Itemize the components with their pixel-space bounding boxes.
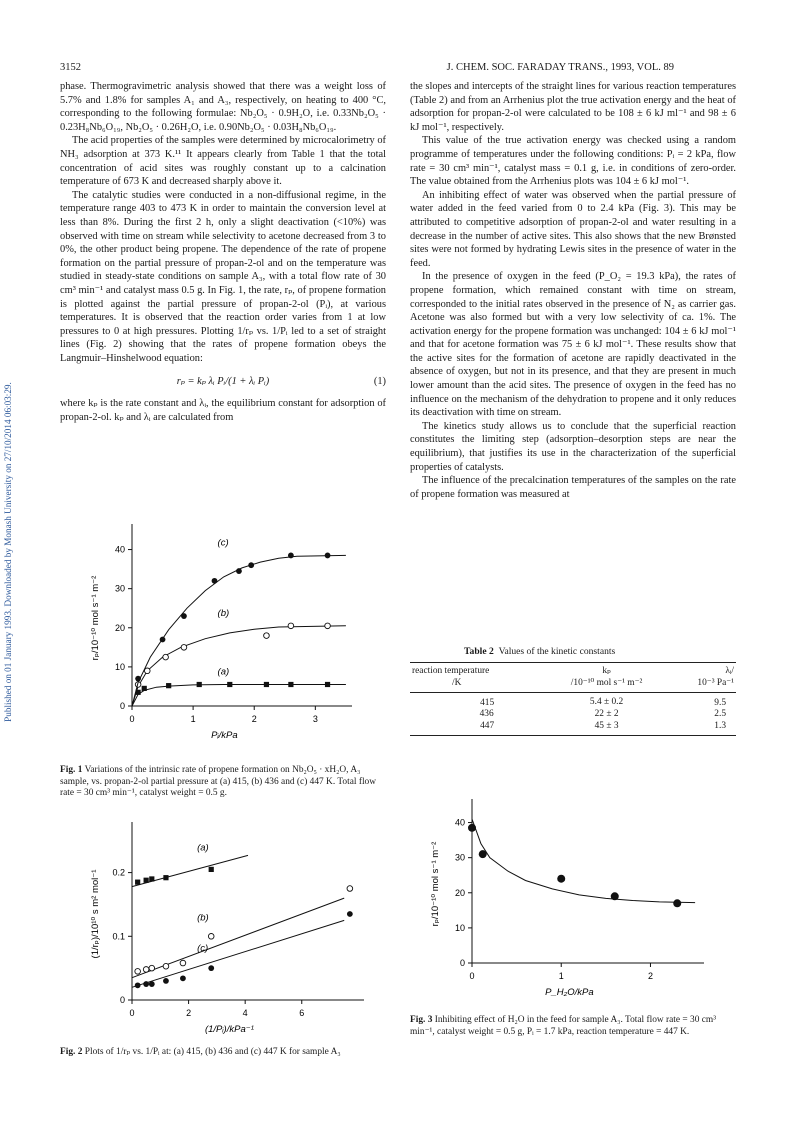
equation-text: rₚ = kₚ λᵢ Pᵢ/(1 + λᵢ Pᵢ): [176, 376, 270, 388]
y-tick-label: 10: [114, 661, 125, 672]
x-tick-label: 2: [186, 1008, 192, 1018]
data-point: [264, 682, 269, 687]
x-tick-label: 0: [129, 714, 135, 724]
data-point: [149, 876, 154, 881]
data-point: [135, 982, 141, 988]
table-row: 447 45 ± 3 1.3: [410, 720, 736, 736]
data-point: [149, 981, 155, 987]
data-point: [468, 824, 476, 832]
table-label: Table 2: [464, 646, 494, 657]
y-tick-label: 0.2: [112, 867, 125, 878]
data-point: [143, 981, 149, 987]
data-point: [288, 623, 294, 629]
series-label: (a): [197, 842, 209, 854]
series-line: [132, 855, 248, 886]
col-header: λᵢ/ 10⁻³ Pa⁻¹: [697, 666, 734, 688]
data-point: [325, 623, 331, 629]
paragraph: phase. Thermogravimetric analysis showed that there was a weight loss of 5.7% and 1.8% for samples A₁ and A₃, respectively, on heating to 400 °C, corresponding to the following formulae: Nb₂O₅ · 0.9H₂O, i.e. 0.33Nb₂O₅ · 0.23H₈Nb₆O₁₉, Nb₂O₅ · 0.26H₂O, i.e. 0.90Nb₂O₅ · 0.03H₈Nb₆O₁₉.: [60, 81, 386, 133]
data-point: [236, 568, 242, 574]
paragraph: The influence of the precalcination temperatures of the samples on the rate of propene formation was measured at: [410, 475, 736, 500]
data-point: [479, 850, 487, 858]
paragraph: The kinetics study allows us to conclude that the superficial reaction constitutes the limiting step (adsorption–desorption steps are near the equilibrium), that justifies its use in the characterization of the superficial properties of catalysts.: [410, 420, 736, 473]
series-label: (c): [197, 942, 209, 954]
series-label: (b): [197, 912, 209, 924]
data-point: [264, 633, 270, 639]
x-axis-label: (1/Pᵢ)/kPa⁻¹: [204, 1024, 254, 1035]
x-tick-label: 6: [299, 1008, 305, 1018]
series-label: (b): [217, 608, 230, 620]
series-line: [472, 819, 695, 903]
equation-1: [60, 375, 386, 389]
equation-number: (1): [373, 376, 386, 388]
x-axis-label: P_H₂O/kPa: [545, 987, 594, 998]
data-point: [248, 562, 254, 568]
x-tick-label: 1: [190, 714, 196, 724]
y-tick-label: 10: [454, 922, 465, 933]
paragraph: The acid properties of the samples were determined by microcalorimetry of NH₃ adsorption at 373 K.¹¹ It appears clearly from Table 1 that the total concentration of acid sites was roughly constant up to a calcination temperature of 673 K and decreased sharply above it.: [60, 135, 386, 188]
data-point: [144, 668, 150, 674]
data-point: [160, 637, 166, 643]
col-header: reaction temperature /K: [412, 666, 490, 688]
data-point: [325, 682, 330, 687]
data-point: [163, 875, 168, 880]
paragraph: The catalytic studies were conducted in a non-diffusional regime, in the temperature range 403 to 473 K in order to maintain the conversion level at less than 8%. During the first 2 h, only a slight deactivation (<10%) was observed with time on stream while selectivity to acetone decreased from 3 to 0%, the other product being propene. The dependence of the rate of propene formation on the partial pressure of propan-2-ol and on the temperature was studied in steady-state conditions on sample A₃, with a total flow rate of 30 cm³ min⁻¹ and catalyst mass 0.5 g. In Fig. 1, the rate, rₚ, of propene formation is plotted against the partial pressure of propan-2-ol (Pᵢ), at various temperatures. It is observed that the reaction order varies from 1 at low pressures to 0 at high pressures. Plotting 1/rₚ vs. 1/Pᵢ led to a set of straight lines (Fig. 2) showing that the rates of propene formation obeys the Langmuir–Hinshelwood equation:: [60, 189, 386, 364]
series-line: [132, 685, 346, 707]
right-column: [410, 80, 736, 501]
page-number: 3152: [60, 62, 81, 73]
data-point: [163, 654, 169, 660]
data-point: [208, 965, 214, 971]
download-notice: Published on 01 January 1993. Downloaded by Monash University on 27/10/2014 06:03:29.: [3, 382, 13, 722]
x-tick-label: 4: [242, 1008, 248, 1018]
journal-header: J. CHEM. SOC. FARADAY TRANS., 1993, VOL. 89: [446, 62, 674, 73]
y-axis-label: (1/rₚ)/10¹⁰ s m² mol⁻¹: [90, 869, 101, 959]
y-tick-label: 20: [454, 887, 465, 898]
data-point: [557, 875, 565, 883]
data-point: [180, 960, 186, 966]
data-point: [142, 686, 147, 691]
data-point: [135, 880, 140, 885]
data-point: [209, 867, 214, 872]
data-point: [166, 683, 171, 688]
data-point: [181, 613, 187, 619]
data-point: [227, 682, 232, 687]
left-column: [60, 80, 386, 424]
y-tick-label: 30: [454, 852, 465, 863]
paragraph: In the presence of oxygen in the feed (P_O₂ = 19.3 kPa), the rates of propene formation, which remained constant with time on stream, corresponded to the initial rates observed in the presence of N₂ as carrier gas. Acetone was also formed but with a very low selectivity of ca. 1%. The activation energy for the propene formation was unchanged: 104 ± 6 kJ mol⁻¹ and that for acetone formation was 75 ± 6 kJ mol⁻¹. These results show that the active sites for the formation of acetone are rapidly deactivated in the absence of oxygen, but not in its presence, and that they are present in much lower amount than the acid sites. The presence of oxygen in the feed has no influence on the mechanism of the dehydration to propene and it only reduces its deactivation with time on stream.: [410, 271, 736, 419]
data-point: [181, 645, 187, 651]
series-label: (c): [217, 537, 229, 549]
table-caption: Values of the kinetic constants: [498, 646, 616, 657]
paragraph: An inhibiting effect of water was observed when the partial pressure of water added in the feed varied from 0 to 2.4 kPa (Fig. 3). This may be attributed to competitive adsorption of propan-2-ol and water resulting in a decrease in the number of active sites. This also shows that the new Brønsted sites were not formed by hydrating Lewis sites in the presence of water in the feed.: [410, 189, 736, 269]
col-header: kₚ /10⁻¹⁰ mol s⁻¹ m⁻²: [570, 666, 643, 688]
y-tick-label: 0: [119, 701, 125, 711]
x-tick-label: 3: [312, 714, 318, 724]
data-point: [135, 676, 141, 682]
kinetic-constants-table: [410, 662, 736, 736]
table-row: 415 5.4 ± 0.2 9.5: [480, 697, 726, 708]
fig-2-caption: Fig. 2 Plots of 1/rₚ vs. 1/Pᵢ at: (a) 415, (b) 436 and (c) 447 K for sample A₃: [60, 1047, 341, 1057]
x-tick-label: 1: [558, 971, 564, 981]
table-2-title: [464, 646, 615, 657]
x-tick-label: 0: [469, 971, 475, 981]
paragraph: where kₚ is the rate constant and λᵢ, the equilibrium constant for adsorption of propan-2-ol. kₚ and λᵢ are calculated from: [60, 398, 386, 423]
series-line: [132, 920, 344, 987]
data-point: [135, 969, 141, 975]
data-point: [673, 899, 681, 907]
paragraph: the slopes and intercepts of the straight lines for various reaction temperatures (Table 2) and from an Arrhenius plot the true activation energy and the heat of adsorption for propan-2-ol were calculated to be 108 ± 6 kJ ml⁻¹ and 98 ± 6 kJ mol⁻¹, respectively.: [410, 81, 736, 133]
y-tick-label: 40: [454, 817, 465, 828]
y-tick-label: 0: [459, 958, 465, 968]
x-tick-label: 0: [129, 1008, 135, 1018]
fig-1-chart: [72, 508, 382, 760]
data-point: [611, 892, 619, 900]
table-row: 436 22 ± 2 2.5: [479, 709, 726, 719]
y-axis-label: rₚ/10⁻¹⁰ mol s⁻¹ m⁻²: [430, 841, 441, 927]
data-point: [143, 967, 149, 973]
data-point: [347, 886, 353, 892]
data-point: [163, 963, 169, 969]
x-tick-label: 2: [251, 714, 257, 724]
data-point: [325, 553, 331, 559]
data-point: [347, 911, 353, 917]
paragraph: This value of the true activation energy was checked using a random programme of temperatures under the following conditions: Pᵢ = 2 kPa, flow rate = 30 cm³ min⁻¹, catalyst mass = 0.1 g, i.e. in conditions of zero-order. The value obtained from the Arrhenius plots was 104 ± 6 kJ mol⁻¹.: [410, 135, 736, 188]
data-point: [288, 553, 294, 559]
y-tick-label: 20: [114, 622, 125, 633]
x-tick-label: 2: [647, 971, 653, 981]
y-tick-label: 40: [114, 544, 125, 555]
fig-2-chart: [72, 812, 382, 1040]
data-point: [288, 682, 293, 687]
data-point: [149, 965, 155, 971]
data-point: [208, 933, 214, 939]
data-point: [212, 578, 218, 584]
y-tick-label: 0: [119, 995, 125, 1005]
fig-3-caption: Fig. 3 Inhibiting effect of H₂O in the feed for sample A₃. Total flow rate = 30 cm³ min⁻¹, catalyst weight = 0.5 g, Pᵢ = 1.7 kPa, reaction temperature = 447 K.: [410, 1015, 717, 1037]
series-line: [132, 555, 346, 706]
data-point: [197, 682, 202, 687]
y-axis-label: rₚ/10⁻¹⁰ mol s⁻¹ m⁻²: [90, 575, 101, 661]
y-tick-label: 0.1: [112, 931, 125, 942]
y-tick-label: 30: [114, 583, 125, 594]
data-point: [144, 878, 149, 883]
data-point: [180, 975, 186, 981]
data-point: [163, 978, 169, 984]
series-label: (a): [217, 666, 230, 678]
fig-3-chart: [420, 788, 710, 1000]
fig-1-caption: Fig. 1 Variations of the intrinsic rate of propene formation on Nb₂O₅ · xH₂O, A₃ sample, vs. propan-2-ol partial pressure at (a) 415, (b) 436 and (c) 447 K. Total flow rate = 30 cm³ min⁻¹, catalyst weight = 0.5 g.: [60, 765, 377, 799]
x-axis-label: Pᵢ/kPa: [211, 730, 238, 741]
